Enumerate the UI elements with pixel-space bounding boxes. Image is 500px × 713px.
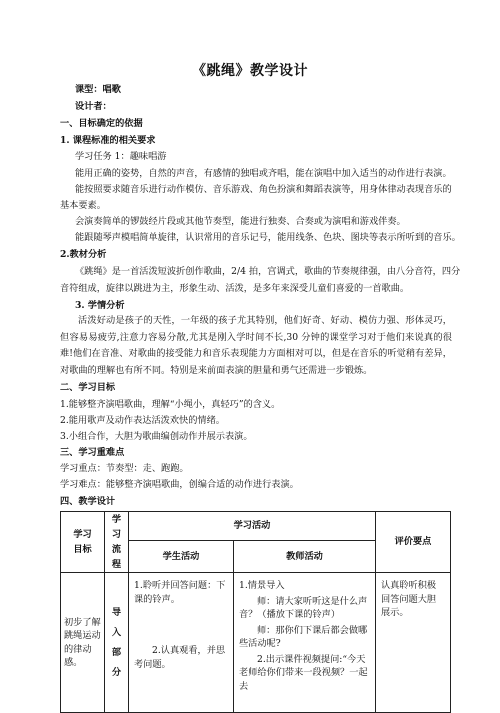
teacher-activity-3: 师：那你们下课后都会做哪些活动呢? — [239, 624, 368, 649]
requirement-3: 会演奏简单的锣鼓经片段或其他节奏型，能进行独奏、合奏或为演唱和游戏伴奏。 — [75, 216, 406, 227]
learner-analysis: 活泼好动是孩子的天性，一年级的孩子尤其特别，他们好奇、好动、模仿力强、形体灵巧，但容易易疲劳,注意力容易分散,尤其是刚入学时间不长,30 分钟的课堂学习对于他们来说真的很难!他们在音准、对歌曲的接受能力和音乐表现能力方面相对可以，但是在音乐的听觉稍有差异，对歌曲的理解也有所不同。特别是来前面表演的胆量和勇气还需进一步锻炼。 — [60, 315, 452, 376]
goal-cell: 初步了解跳绳运动的律动感。 — [61, 573, 105, 713]
section-2-heading: 二、学习目标 — [60, 382, 116, 393]
goal-3: 3.小组合作，大胆为歌曲编创动作并展示表演。 — [60, 431, 253, 442]
evaluation-cell: 认真聆听积极回答问题大胆展示。 — [376, 573, 451, 713]
requirement-4: 能跟随琴声模唱简单旋律，认识常用的音乐记号，能用线条、色块、图块等表示所听到的音乐。 — [75, 232, 461, 243]
designer: 设计者： — [75, 101, 112, 112]
flow-cell: 导入部分 — [105, 573, 129, 713]
teacher-activity-2: 师：请大家听听这是什么声音？（播放下课的铃声） — [239, 595, 368, 620]
document-title: 《跳绳》教学设计 — [192, 63, 308, 79]
requirement-2-a: 能按照要求随音乐进行动作模仿、音乐游戏、角色扮演和舞蹈表演等，用身体律动表现音乐的 — [75, 184, 452, 195]
header-learning-flow: 学习流程 — [105, 512, 129, 573]
teacher-activity-4: 2.出示课件视频提问:“今天老师给你们带来一段视频？一起去 — [239, 653, 368, 692]
teacher-activity-cell — [234, 573, 376, 713]
material-analysis-b: 音符组成，旋律以跳进为主，形象生动、活泼，是多年来深受儿童们喜爱的一首歌曲。 — [60, 283, 410, 294]
header-teacher-activity: 教师活动 — [234, 540, 376, 572]
requirement-1: 能用正确的姿势，自然的声音，有感情的独唱或齐唱，能在演唱中加入适当的动作进行表演。 — [75, 168, 452, 179]
teaching-design-table — [60, 511, 451, 713]
material-analysis-a: 《跳绳》是一首活泼短波折创作歌曲，2/4 拍，宫调式，歌曲的节奏规律强，由八分音符，四分 — [75, 266, 461, 277]
goal-2: 2.能用歌声及动作表达活泼欢快的情绪。 — [60, 415, 225, 426]
header-student-activity: 学生活动 — [129, 540, 234, 572]
teacher-activity-1: 1.情景导入 — [239, 580, 285, 591]
key-point: 学习重点：节奏型：走、跑跑。 — [60, 463, 189, 474]
requirement-2-b: 基本要素。 — [60, 200, 106, 211]
difficult-point: 学习难点：能够整齐演唱歌曲，创编合适的动作进行表演。 — [60, 479, 299, 490]
subsection-1-1-heading: 1. 课程标准的相关要求 — [60, 135, 156, 146]
section-4-heading: 四、教学设计 — [60, 496, 116, 507]
learning-task: 学习任务 1：趣味唱游 — [75, 151, 167, 162]
header-learning-goal: 学习目标 — [61, 512, 105, 573]
student-activity-1: 1.聆听并回答问题：下课的铃声。 — [134, 580, 226, 605]
goal-1: 1.能够整齐演唱歌曲，理解“小绳小，真轻巧”的含义。 — [60, 399, 281, 410]
section-3-heading: 三、学习重难点 — [60, 447, 125, 458]
subsection-1-2-heading: 2.教材分析 — [60, 249, 107, 260]
course-type: 课型：唱歌 — [75, 84, 121, 95]
subsection-1-3-heading: 3. 学情分析 — [75, 300, 125, 311]
header-learning-activity: 学习活动 — [129, 512, 376, 541]
header-evaluation: 评价要点 — [376, 512, 451, 573]
section-1-heading: 一、目标确定的依据 — [60, 118, 143, 129]
student-activity-2: 2.认真观看，并思考问题。 — [134, 645, 226, 670]
student-activity-cell — [129, 573, 234, 713]
